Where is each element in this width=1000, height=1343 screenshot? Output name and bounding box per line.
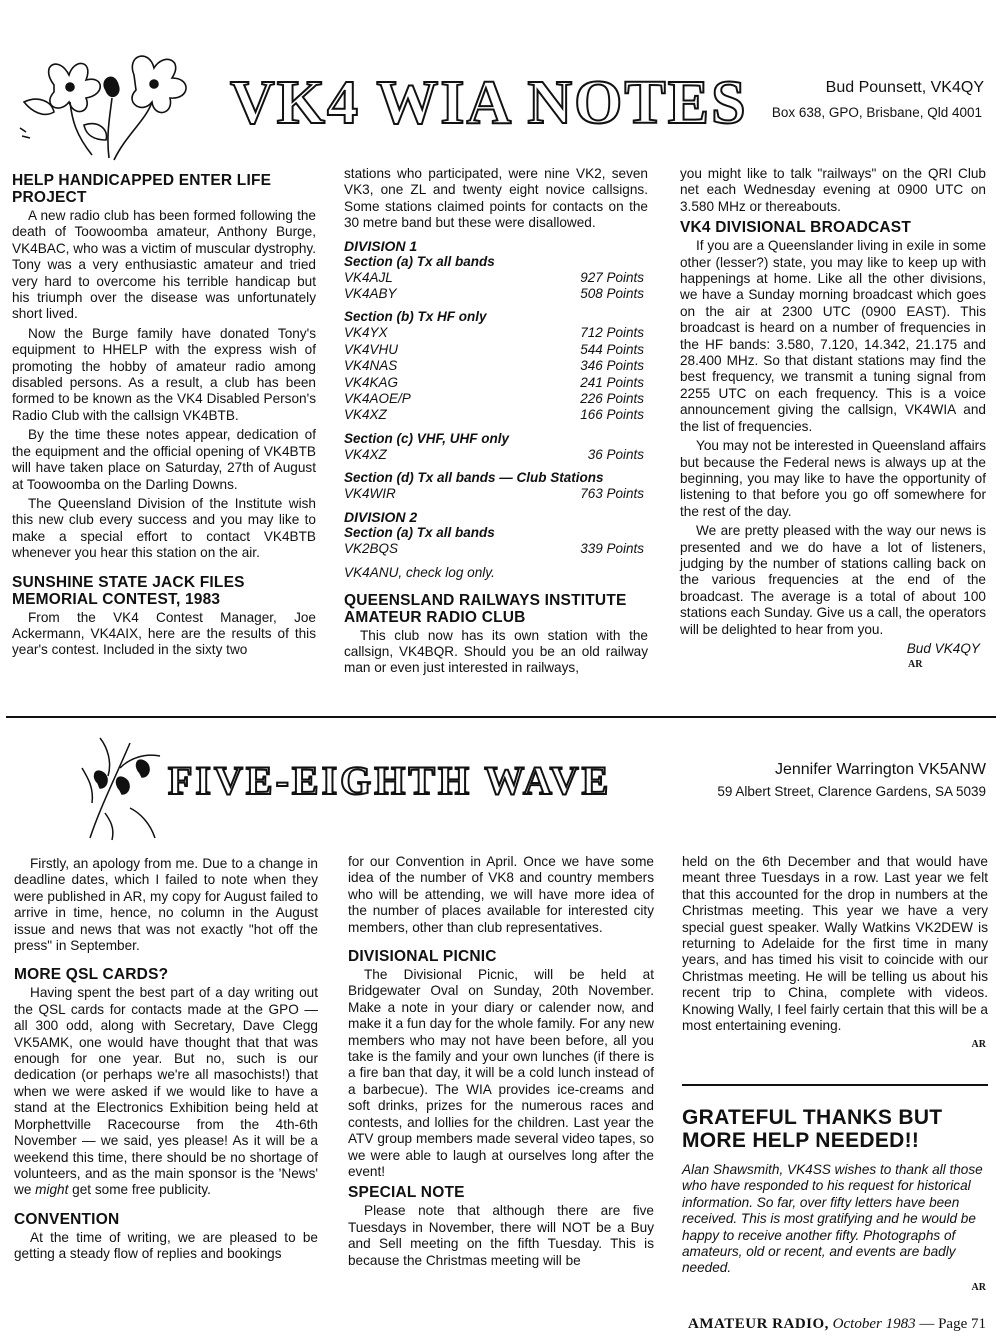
callsign: VK4AOE/P	[344, 391, 411, 407]
author-address: Box 638, GPO, Brisbane, Qld 4001	[771, 105, 982, 120]
points: 346 Points	[580, 358, 644, 374]
heading-special-note: SPECIAL NOTE	[348, 1184, 465, 1202]
paragraph: At the time of writing, we are pleased to be getting a steady flow of replies and bookings	[14, 1229, 318, 1262]
end-mark: AR	[908, 659, 923, 671]
paragraph: If you are a Queenslander living in exile in some other (lesser?) state, you may like to keep up with happenings at home. Like all the other divisions, we have a Sunday morning broadcast which goes on the air at 2300 UTC (0900 EAST). This broadcast is heard on a number of frequencies in the HF bands: 3.580, 7.120, 14.342, 21.175 and 28.400 MHz. So that distant stations may find the best frequency, we transmit a tuning signal from 2255 UTC on each frequency. This is a voice announcement giving the callsign, VK4WIA and the list of frequencies.	[680, 238, 986, 434]
paragraph: Firstly, an apology from me. Due to a change in deadline dates, which I failed to note when they were published in AR, my copy for August failed to arrive in time, hence, no column in the August issue and news that was not exactly "hot off the press" in September.	[14, 856, 318, 954]
paragraph: for our Convention in April. Once we have some idea of the number of VK8 and country members who will be attending, we will have more idea of the number of places available for interested city members, other than club representatives.	[348, 854, 654, 935]
callsign: VK4XZ	[344, 446, 387, 462]
callsign: VK4XZ	[344, 407, 387, 423]
division-1-title: DIVISION 1	[344, 237, 418, 254]
points: 166 Points	[580, 407, 644, 423]
bottom-column-2	[348, 854, 654, 1272]
end-mark: AR	[971, 1281, 986, 1293]
paragraph: The Divisional Picnic, will be held at Bridgewater Oval on Sunday, 20th November. Make a note in your diary or calender now, and make it a fun day for the whole family. For any new members who may not have been before, all you take is the family and your own lunches (if there is a fire ban that day, it will be a cold lunch instead of a barbecue). The WIA provides ice-creams and soft drinks, prizes for the numerous races and contests, and lollies for the children. Last year the ATV group members made several video tapes, so we were able to laugh at ourselves long after the event!	[348, 967, 654, 1179]
points: 339 Points	[580, 540, 644, 556]
points: 241 Points	[580, 374, 644, 390]
results-table	[344, 270, 648, 303]
heading-sunshine-contest: SUNSHINE STATE JACK FILES MEMORIAL CONTEST, 1983	[12, 573, 245, 608]
text-run: get some free publicity.	[68, 1182, 211, 1198]
paragraph: This club now has its own station with the callsign, VK4BQR. Should you be an old railway man or even just interested in railways,	[344, 627, 648, 676]
heading-picnic: DIVISIONAL PICNIC	[348, 948, 497, 966]
points: 508 Points	[580, 286, 644, 302]
result-row	[344, 342, 648, 358]
paragraph: held on the 6th December and that would have meant three Tuesdays in a row. Last year we felt that this accounted for the drop in numbers at the Christmas meeting. This year we have a very special guest speaker. Wally Watkins VK2DEW is returning to Adelaide for the first time in many years, and has timed his visit to coincide with our Christmas meeting. He will be telling us about his recent trip to China, complete with videos. Knowing Wally, I feel fairly certain that this will be a most entertaining evening.	[682, 854, 988, 1034]
points: 36 Points	[587, 446, 644, 462]
callsign: VK4YX	[344, 325, 388, 341]
paragraph: Now the Burge family have donated Tony's equipment to HHELP with the express wish of promoting the hobby of amateur radio among disabled persons. As a result, a club has been formed to be known as the VK4 Disabled Person's Radio Club with the callsign VK4BTB.	[12, 325, 316, 423]
paragraph: You may not be interested in Queensland affairs but because the Federal news is always up at the beginning, you may like to have the opportunity of listening to that before you go off somewhere for the rest of the day.	[680, 438, 986, 519]
results-table	[344, 486, 648, 502]
result-row	[344, 270, 648, 286]
result-row	[344, 447, 648, 463]
page-footer	[688, 1316, 986, 1333]
result-row	[344, 358, 648, 374]
appeal-title: GRATEFUL THANKS BUT MORE HELP NEEDED!!	[682, 1106, 943, 1152]
points: 712 Points	[580, 325, 644, 341]
text-run: Having spent the best part of a day writing out the QSL cards for contacts made at the GPO — all 300 odd, along with Secretary, Dave Clegg VK5AMK, one would have thought that that was enough for one year. But no, such is our dedication (or perhaps we're all masochists!) that when we were asked if we would like to have a stand at the Electronics Exhibition being held at Morphettville Racecourse from the 4th-6th November — we said, yes please! As it will be a weekend this time, there should be no shortage of volunteers, and as the main sponsor is the 'News' we	[14, 985, 318, 1198]
heading-qsl-cards: MORE QSL CARDS?	[14, 966, 169, 984]
violet-flowers-icon	[14, 40, 204, 165]
end-mark: AR	[971, 1039, 986, 1051]
paragraph: stations who participated, were nine VK2, seven VK3, one ZL and twenty eight novice callsigns. Some stations claimed points for contacts on the 30 metre band but these were disallowed.	[344, 166, 648, 231]
magazine-name: AMATEUR RADIO,	[688, 1316, 829, 1332]
paragraph	[14, 985, 318, 1198]
paragraph: you might like to talk "railways" on the QRI Club net each Wednesday evening at 0900 UTC on 3.580 MHz or thereabouts.	[680, 166, 986, 214]
division-2-title: DIVISION 2	[344, 508, 418, 525]
section-title-five-eighth: FIVE-EIGHTH WAVE	[168, 758, 612, 803]
callsign: VK4AJL	[344, 269, 393, 285]
bottom-column-3	[682, 854, 988, 1054]
paragraph: A new radio club has been formed following the death of Toowoomba amateur, Anthony Burge, VK4BAC, who was a victim of muscular dystrophy. Tony was a very enthusiastic amateur and tried very hard to overcome his terrible handicap but his triumph over the disease was unfortunately short lived.	[12, 208, 316, 322]
results-table	[344, 447, 648, 463]
callsign: VK4NAS	[344, 358, 398, 374]
results-table	[344, 325, 648, 423]
top-column-3	[680, 166, 986, 674]
paragraph: We are pretty pleased with the way our news is presented and we do have a lot of listeners, judging by the number of stations calling back on the various frequencies at the end of the broadcast. The average is a total of about 100 stations each Sunday. Give us a call, the operators will be delighted to hear from you.	[680, 523, 986, 637]
paragraph: Please note that although there are five Tuesdays in November, there will NOT be a Buy and Sell meeting on the fifth Tuesday. This is because the Christmas meeting will be	[348, 1203, 654, 1268]
orchid-illustration	[70, 728, 170, 843]
section-a-title: Section (a) Tx all bands	[344, 253, 495, 269]
points: 544 Points	[580, 341, 644, 357]
check-log-note: VK4ANU, check log only.	[344, 565, 495, 581]
results-table	[344, 541, 648, 557]
flower-illustration	[14, 40, 204, 165]
author-address: 59 Albert Street, Clarence Gardens, SA 5039	[717, 784, 986, 799]
section-a2-title: Section (a) Tx all bands	[344, 524, 495, 540]
top-column-1	[12, 172, 316, 662]
appeal-text: Alan Shawsmith, VK4SS wishes to thank all those who have responded to his request for historical information. So far, over fifty letters have been received. This is most gratifying and he would be happy to receive another fifty. Photographs of amateurs, old or recent, and events are badly needed.	[682, 1162, 983, 1276]
issue-date: October 1983	[832, 1316, 916, 1332]
author-name: Bud Pounsett, VK4QY	[825, 79, 984, 96]
page-number: — Page 71	[919, 1316, 986, 1332]
points: 927 Points	[580, 269, 644, 285]
top-column-2	[344, 166, 648, 680]
points: 226 Points	[580, 391, 644, 407]
section-divider	[6, 716, 996, 718]
bottom-column-1	[14, 856, 318, 1266]
appeal-box	[682, 1106, 988, 1296]
heading-convention: CONVENTION	[14, 1210, 120, 1228]
heading-hhelp: HELP HANDICAPPED ENTER LIFE PROJECT	[12, 172, 272, 206]
section-d-title: Section (d) Tx all bands — Club Stations	[344, 470, 604, 486]
callsign: VK4VHU	[344, 341, 399, 357]
result-row	[344, 325, 648, 341]
result-row	[344, 407, 648, 423]
section-title-vk4: VK4 WIA NOTES	[230, 69, 748, 137]
paragraph: The Queensland Division of the Institute wish this new club every success and you may like to make a special effort to contact VK4BTB whenever you hear this station on the air.	[12, 495, 316, 561]
author-name: Jennifer Warrington VK5ANW	[774, 761, 986, 778]
paragraph: From the VK4 Contest Manager, Joe Ackermann, VK4AIX, here are the results of this year's contest. Included in the sixty two	[12, 609, 316, 658]
paragraph: By the time these notes appear, dedication of the equipment and the official opening of VK4BTB will have taken place on Saturday, 27th of August at Toowoomba on the Darling Downs.	[12, 427, 316, 492]
result-row	[344, 486, 648, 502]
heading-qri-club: QUEENSLAND RAILWAYS INSTITUTE AMATEUR RADIO CLUB	[344, 591, 627, 626]
callsign: VK2BQS	[344, 540, 399, 556]
result-row	[344, 391, 648, 407]
section-b-title: Section (b) Tx HF only	[344, 309, 487, 325]
callsign: VK4KAG	[344, 374, 399, 390]
box-top-rule	[682, 1084, 988, 1086]
orchid-flowers-icon	[70, 728, 170, 843]
points: 763 Points	[580, 486, 644, 502]
text-run: might	[35, 1182, 69, 1198]
section-c-title: Section (c) VHF, UHF only	[344, 430, 510, 446]
heading-broadcast: VK4 DIVISIONAL BROADCAST	[680, 219, 912, 237]
result-row	[344, 541, 648, 557]
callsign: VK4WIR	[344, 486, 396, 502]
result-row	[344, 286, 648, 302]
callsign: VK4ABY	[344, 286, 397, 302]
result-row	[344, 375, 648, 391]
signature: Bud VK4QY	[906, 640, 980, 656]
